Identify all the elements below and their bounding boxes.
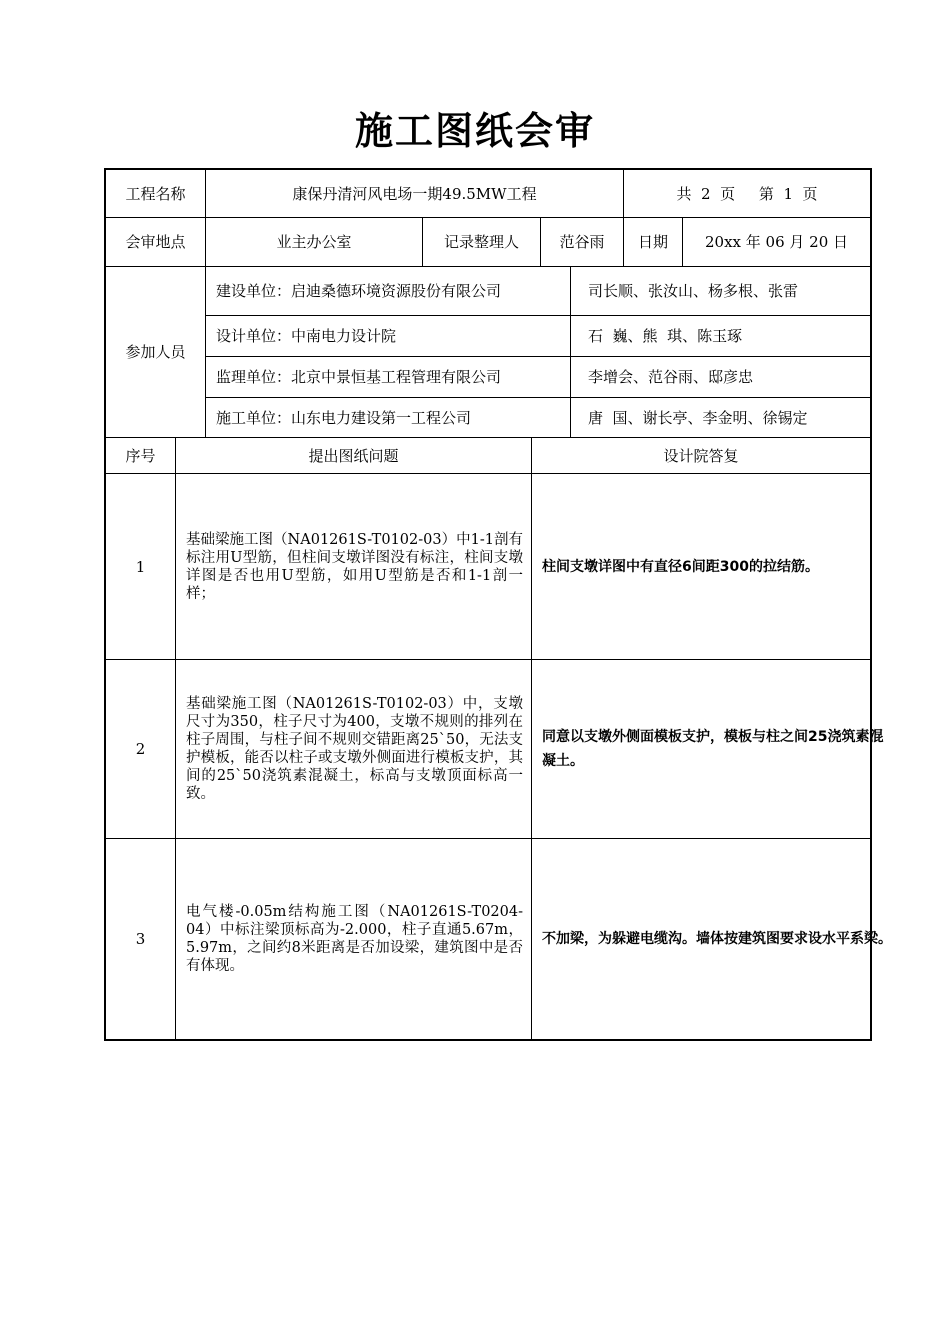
issue-text: 基础梁施工图（NA01261S-T0102-03）中1-1剖有标注用U型筋，但柱间支墩详图没有标注，柱间支墩详图是否也用U型筋，如用U型筋是否和1-1剖一样； xyxy=(186,531,523,602)
participant-people: 唐 国、谢长亭、李金明、徐锡定 xyxy=(588,408,808,427)
participant-people: 李增会、范谷雨、邸彦忠 xyxy=(588,368,754,386)
project-name-label: 工程名称 xyxy=(125,184,186,203)
row-number: 3 xyxy=(135,930,146,948)
date-value: 20xx 年 06 月 20 日 xyxy=(704,233,849,251)
review-location-value: 业主办公室 xyxy=(276,233,352,251)
recorder-label: 记录整理人 xyxy=(443,233,519,251)
page-title: 施工图纸会审 xyxy=(354,108,595,153)
col-divider xyxy=(570,266,571,437)
col-header-reply: 设计院答复 xyxy=(663,446,739,465)
issue-text: 电气楼-0.05m结构施工图（NA01261S-T0204-04）中标注梁顶标高为-2.000，柱子直通5.67m，5.97m，之间约8米距离是否加设梁，建筑图中是否有体现。 xyxy=(186,904,523,974)
date-label: 日期 xyxy=(637,233,668,251)
reply-text: 柱间支墩详图中有直径6间距300的拉结筋。 xyxy=(542,558,819,575)
participant-unit: 监理单位：北京中景恒基工程管理有限公司 xyxy=(216,368,502,386)
issue-text: 基础梁施工图（NA01261S-T0102-03）中，支墩尺寸为350，柱子尺寸为400，支墩不规则的排列在柱子周围，与柱子间不规则交错距离25`50，无法支护模板，能否以柱子或支墩外侧面进行模板支护，其间的25`50浇筑素混凝土，标高与支墩顶面标高一致。 xyxy=(186,696,523,802)
participant-people: 石 巍、熊 琪、陈玉琢 xyxy=(588,327,743,345)
participant-people: 司长顺、张汝山、杨多根、张雷 xyxy=(588,282,799,300)
review-location-label: 会审地点 xyxy=(125,233,186,251)
col-header-no: 序号 xyxy=(125,446,156,465)
participants-label: 参加人员 xyxy=(125,343,186,361)
participant-unit: 建设单位：启迪桑德环境资源股份有限公司 xyxy=(216,282,502,300)
participant-unit: 设计单位：中南电力设计院 xyxy=(216,327,397,345)
project-name-value: 康保丹清河风电场一期49.5MW工程 xyxy=(292,184,537,203)
recorder-value: 范谷雨 xyxy=(559,233,605,251)
row-number: 2 xyxy=(135,740,146,758)
reply-text: 同意以支墩外侧面模板支护，模板与柱之间25浇筑素混凝土。 xyxy=(542,729,884,769)
row-number: 1 xyxy=(135,557,146,576)
page-count: 共 2 页 第 1 页 xyxy=(676,184,818,203)
col-header-issue: 提出图纸问题 xyxy=(308,446,399,465)
participant-unit: 施工单位：山东电力建设第一工程公司 xyxy=(216,408,472,427)
reply-text: 不加梁，为躲避电缆沟。墙体按建筑图要求设水平系梁。 xyxy=(542,931,892,947)
